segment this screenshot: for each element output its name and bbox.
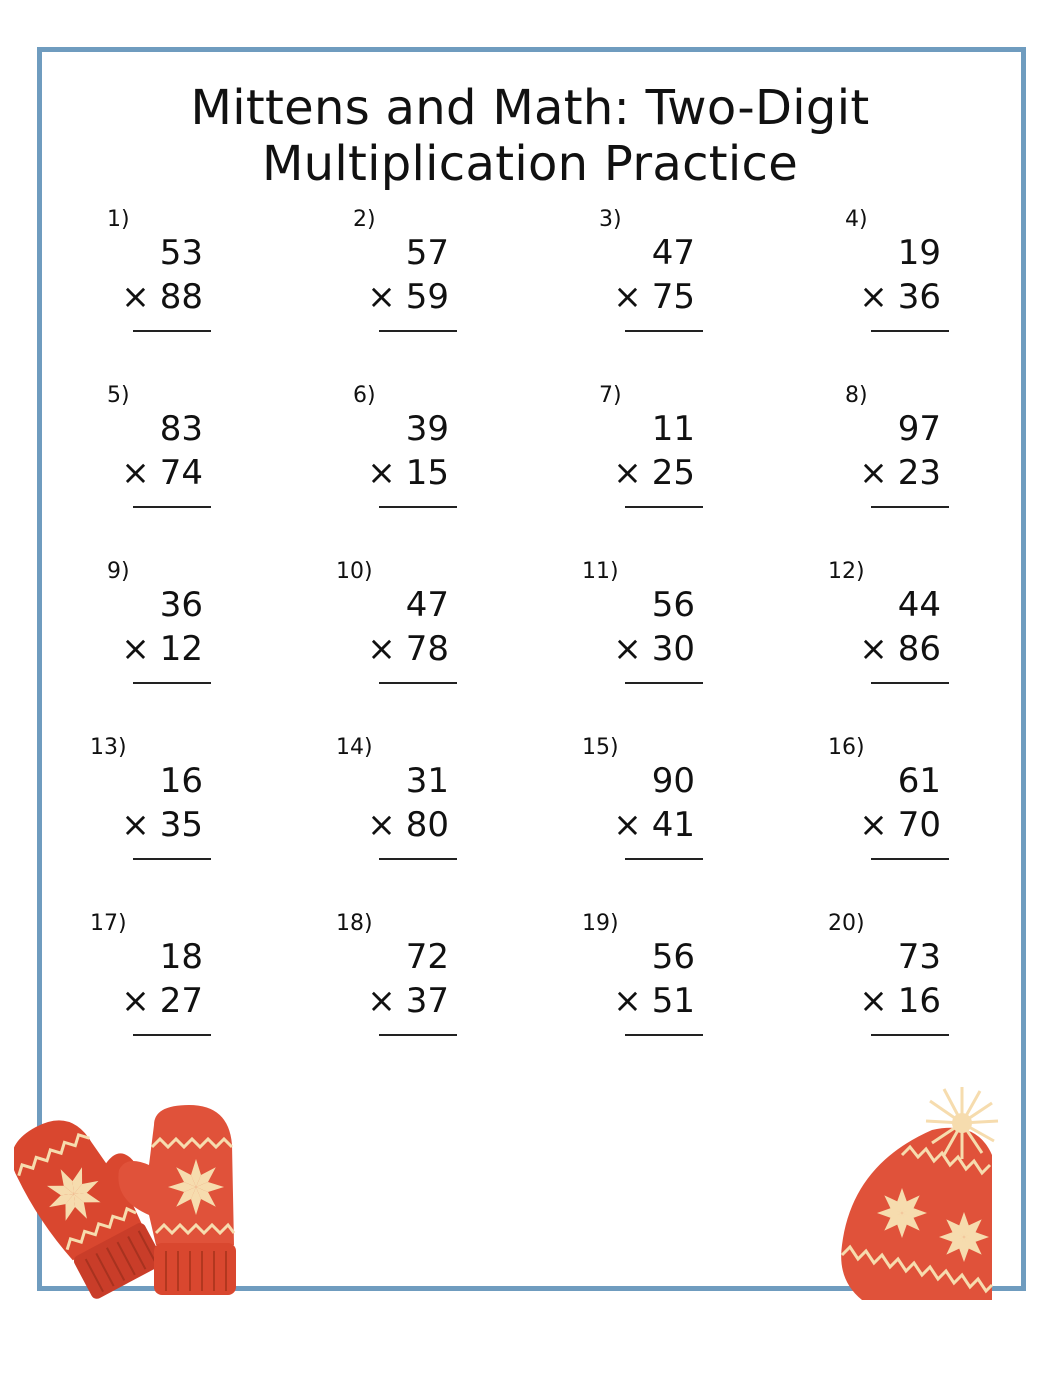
multiplier-row <box>121 981 203 1021</box>
problem-13 <box>53 736 203 866</box>
answer-line <box>871 330 949 332</box>
multiplier: 27 <box>159 981 203 1021</box>
multiplier-row <box>859 981 941 1021</box>
answer-line <box>871 682 949 684</box>
answer-line <box>871 1034 949 1036</box>
problem-15 <box>545 736 695 866</box>
times-sign: × <box>367 981 396 1021</box>
multiplier-row <box>121 277 203 317</box>
multiplier-row <box>367 981 449 1021</box>
times-sign: × <box>613 981 642 1021</box>
times-sign: × <box>613 453 642 493</box>
multiplier-row <box>859 453 941 493</box>
multiplier-row <box>859 629 941 669</box>
times-sign: × <box>859 805 888 845</box>
problem-number: 5) <box>107 383 130 408</box>
times-sign: × <box>859 453 888 493</box>
problem-number: 9) <box>107 559 130 584</box>
answer-line <box>133 682 211 684</box>
problem-number: 17) <box>90 911 127 936</box>
multiplier: 25 <box>651 453 695 493</box>
times-sign: × <box>367 453 396 493</box>
problem-number: 1) <box>107 207 130 232</box>
winter-hat-icon <box>832 1085 1007 1305</box>
problem-10 <box>299 560 449 690</box>
multiplier: 37 <box>405 981 449 1021</box>
times-sign: × <box>121 981 150 1021</box>
times-sign: × <box>613 805 642 845</box>
multiplier: 59 <box>405 277 449 317</box>
multiplier: 75 <box>651 277 695 317</box>
title-line-1: Mittens and Math: Two-Digit <box>190 80 870 136</box>
multiplier: 80 <box>405 805 449 845</box>
multiplier: 51 <box>651 981 695 1021</box>
problem-number: 16) <box>828 735 865 760</box>
answer-line <box>625 1034 703 1036</box>
times-sign: × <box>613 629 642 669</box>
answer-line <box>625 330 703 332</box>
answer-line <box>379 858 457 860</box>
problem-number: 11) <box>582 559 619 584</box>
problem-18 <box>299 912 449 1042</box>
problem-14 <box>299 736 449 866</box>
multiplier: 86 <box>897 629 941 669</box>
problem-number: 8) <box>845 383 868 408</box>
multiplier-row <box>121 629 203 669</box>
times-sign: × <box>859 277 888 317</box>
answer-line <box>133 1034 211 1036</box>
multiplier-row <box>613 629 695 669</box>
multiplicand: 53 <box>159 233 203 273</box>
times-sign: × <box>859 981 888 1021</box>
multiplicand: 18 <box>159 937 203 977</box>
times-sign: × <box>367 277 396 317</box>
multiplier: 88 <box>159 277 203 317</box>
title-line-2: Multiplication Practice <box>261 136 799 192</box>
multiplier-row <box>613 981 695 1021</box>
multiplicand: 90 <box>651 761 695 801</box>
multiplier: 16 <box>897 981 941 1021</box>
answer-line <box>871 858 949 860</box>
problem-number: 13) <box>90 735 127 760</box>
multiplier-row <box>613 805 695 845</box>
answer-line <box>625 506 703 508</box>
multiplier-row <box>367 805 449 845</box>
multiplier-row <box>121 805 203 845</box>
problem-20 <box>791 912 941 1042</box>
answer-line <box>133 506 211 508</box>
problem-12 <box>791 560 941 690</box>
problem-number: 10) <box>336 559 373 584</box>
multiplicand: 57 <box>405 233 449 273</box>
problem-number: 14) <box>336 735 373 760</box>
times-sign: × <box>613 277 642 317</box>
multiplier: 70 <box>897 805 941 845</box>
multiplicand: 56 <box>651 937 695 977</box>
multiplicand: 97 <box>897 409 941 449</box>
multiplier: 23 <box>897 453 941 493</box>
multiplier: 15 <box>405 453 449 493</box>
multiplier: 74 <box>159 453 203 493</box>
problem-3 <box>545 208 695 338</box>
problem-number: 6) <box>353 383 376 408</box>
times-sign: × <box>121 629 150 669</box>
multiplier-row <box>613 277 695 317</box>
answer-line <box>379 506 457 508</box>
multiplicand: 39 <box>405 409 449 449</box>
problem-number: 20) <box>828 911 865 936</box>
multiplier: 41 <box>651 805 695 845</box>
problem-number: 2) <box>353 207 376 232</box>
multiplier-row <box>367 277 449 317</box>
answer-line <box>625 858 703 860</box>
multiplier: 30 <box>651 629 695 669</box>
multiplier-row <box>613 453 695 493</box>
answer-line <box>871 506 949 508</box>
problem-number: 19) <box>582 911 619 936</box>
multiplier: 78 <box>405 629 449 669</box>
problem-number: 7) <box>599 383 622 408</box>
answer-line <box>133 858 211 860</box>
problem-number: 3) <box>599 207 622 232</box>
problem-number: 12) <box>828 559 865 584</box>
multiplicand: 73 <box>897 937 941 977</box>
multiplier: 36 <box>897 277 941 317</box>
mittens-icon <box>14 1105 244 1305</box>
multiplicand: 83 <box>159 409 203 449</box>
problem-17 <box>53 912 203 1042</box>
problem-1 <box>53 208 203 338</box>
times-sign: × <box>121 277 150 317</box>
answer-line <box>625 682 703 684</box>
multiplicand: 31 <box>405 761 449 801</box>
multiplicand: 47 <box>405 585 449 625</box>
multiplier-row <box>121 453 203 493</box>
multiplier-row <box>367 629 449 669</box>
multiplier-row <box>367 453 449 493</box>
answer-line <box>379 1034 457 1036</box>
answer-line <box>379 682 457 684</box>
problem-11 <box>545 560 695 690</box>
problem-5 <box>53 384 203 514</box>
problem-number: 15) <box>582 735 619 760</box>
answer-line <box>379 330 457 332</box>
problem-6 <box>299 384 449 514</box>
times-sign: × <box>859 629 888 669</box>
problem-2 <box>299 208 449 338</box>
problem-8 <box>791 384 941 514</box>
multiplier: 12 <box>159 629 203 669</box>
problem-number: 4) <box>845 207 868 232</box>
multiplicand: 47 <box>651 233 695 273</box>
problem-number: 18) <box>336 911 373 936</box>
problem-7 <box>545 384 695 514</box>
multiplier: 35 <box>159 805 203 845</box>
multiplicand: 44 <box>897 585 941 625</box>
times-sign: × <box>121 453 150 493</box>
multiplicand: 56 <box>651 585 695 625</box>
multiplicand: 16 <box>159 761 203 801</box>
multiplicand: 36 <box>159 585 203 625</box>
problem-4 <box>791 208 941 338</box>
times-sign: × <box>367 629 396 669</box>
answer-line <box>133 330 211 332</box>
problem-16 <box>791 736 941 866</box>
multiplicand: 72 <box>405 937 449 977</box>
problem-19 <box>545 912 695 1042</box>
multiplier-row <box>859 277 941 317</box>
times-sign: × <box>367 805 396 845</box>
times-sign: × <box>121 805 150 845</box>
multiplier-row <box>859 805 941 845</box>
multiplicand: 19 <box>897 233 941 273</box>
multiplicand: 61 <box>897 761 941 801</box>
problem-9 <box>53 560 203 690</box>
multiplicand: 11 <box>651 409 695 449</box>
